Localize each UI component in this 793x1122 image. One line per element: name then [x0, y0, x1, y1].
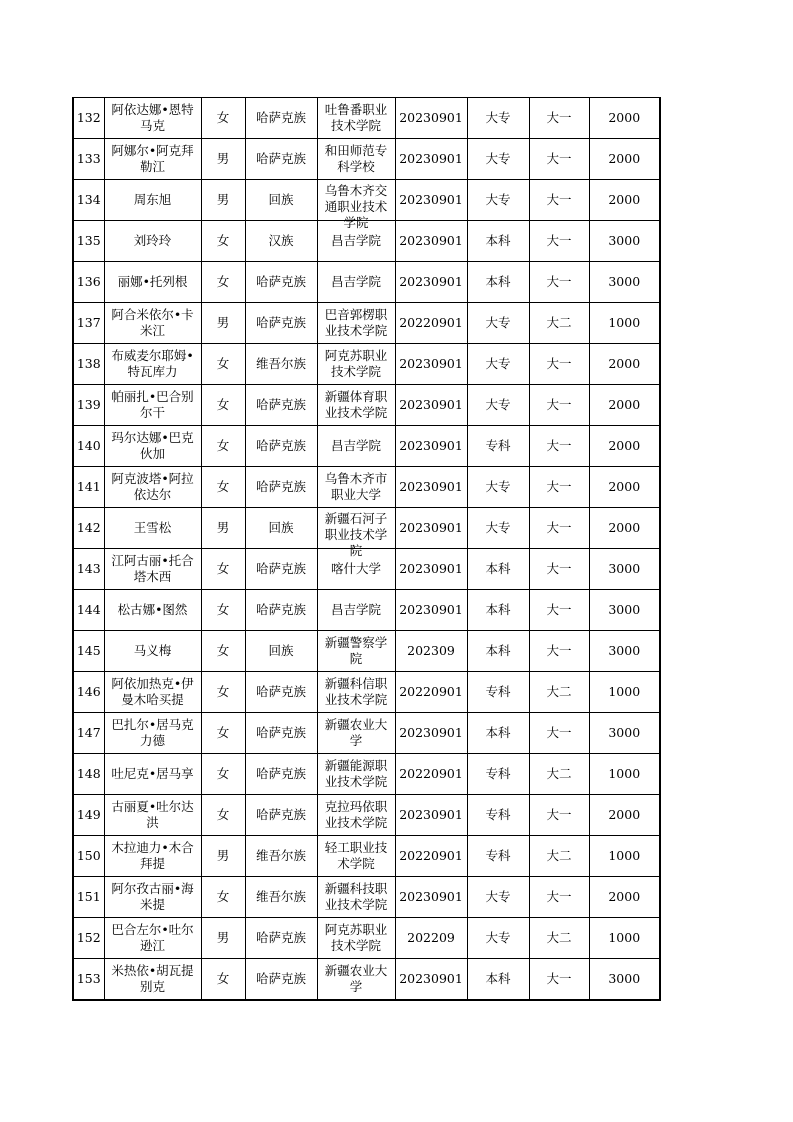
table-row — [73, 795, 660, 836]
amount-cell: 1000 — [589, 836, 660, 877]
student-name-cell-text: 米热依•胡瓦提别克 — [111, 963, 194, 994]
table-row — [73, 467, 660, 508]
grade-cell: 大一 — [529, 98, 589, 139]
amount-cell: 2000 — [589, 467, 660, 508]
row-number-cell: 152 — [73, 918, 104, 959]
grade-cell: 大一 — [529, 180, 589, 221]
ethnicity-cell: 回族 — [245, 631, 317, 672]
grade-cell: 大一 — [529, 877, 589, 918]
grade-cell: 大一 — [529, 139, 589, 180]
education-level-cell: 大专 — [467, 303, 529, 344]
table-row — [73, 631, 660, 672]
student-name-cell-text: 帕丽扎•巴合别尔干 — [111, 389, 194, 420]
enrollment-date-cell: 20230901 — [395, 180, 467, 221]
gender-cell: 女 — [201, 754, 245, 795]
student-name-cell — [104, 918, 201, 959]
enrollment-date-cell: 20220901 — [395, 754, 467, 795]
student-name-cell-text: 巴合左尔•吐尔逊江 — [111, 922, 194, 953]
school-cell-text: 新疆能源职业技术学院 — [324, 758, 388, 789]
school-cell-text: 新疆石河子职业技术学院 — [324, 511, 388, 558]
enrollment-date-cell: 20230901 — [395, 959, 467, 1001]
ethnicity-cell: 哈萨克族 — [245, 795, 317, 836]
school-cell-text: 巴音郭楞职业技术学院 — [324, 307, 388, 338]
student-name-cell — [104, 672, 201, 713]
school-cell — [317, 344, 395, 385]
table-row — [73, 303, 660, 344]
table-row — [73, 385, 660, 426]
row-number-cell: 143 — [73, 549, 104, 590]
row-number-cell: 142 — [73, 508, 104, 549]
table-body — [73, 98, 660, 1001]
education-level-cell: 大专 — [467, 877, 529, 918]
row-number-cell: 140 — [73, 426, 104, 467]
table-row — [73, 426, 660, 467]
grade-cell: 大一 — [529, 959, 589, 1001]
education-level-cell: 本科 — [467, 959, 529, 1001]
school-cell — [317, 467, 395, 508]
amount-cell: 3000 — [589, 959, 660, 1001]
school-cell-text: 克拉玛依职业技术学院 — [324, 799, 388, 830]
grade-cell: 大二 — [529, 672, 589, 713]
school-cell — [317, 303, 395, 344]
school-cell-text: 新疆科信职业技术学院 — [324, 676, 388, 707]
education-level-cell: 大专 — [467, 385, 529, 426]
school-cell — [317, 426, 395, 467]
student-name-cell — [104, 754, 201, 795]
gender-cell: 女 — [201, 385, 245, 426]
student-name-cell — [104, 713, 201, 754]
grade-cell: 大一 — [529, 344, 589, 385]
row-number-cell: 135 — [73, 221, 104, 262]
grade-cell: 大一 — [529, 549, 589, 590]
gender-cell: 女 — [201, 549, 245, 590]
row-number-cell: 138 — [73, 344, 104, 385]
ethnicity-cell: 回族 — [245, 180, 317, 221]
table-row — [73, 959, 660, 1001]
gender-cell: 女 — [201, 795, 245, 836]
amount-cell: 3000 — [589, 713, 660, 754]
student-name-cell-text: 阿娜尔•阿克拜勒江 — [111, 143, 194, 174]
table-row — [73, 549, 660, 590]
ethnicity-cell: 维吾尔族 — [245, 836, 317, 877]
table-row — [73, 877, 660, 918]
enrollment-date-cell: 202209 — [395, 918, 467, 959]
enrollment-date-cell: 20230901 — [395, 221, 467, 262]
grade-cell: 大一 — [529, 508, 589, 549]
ethnicity-cell: 哈萨克族 — [245, 959, 317, 1001]
school-cell — [317, 508, 395, 558]
education-level-cell: 本科 — [467, 590, 529, 631]
student-name-cell — [104, 180, 201, 221]
student-name-cell — [104, 139, 201, 180]
amount-cell: 2000 — [589, 98, 660, 139]
table-row — [73, 590, 660, 631]
school-cell-text: 和田师范专科学校 — [324, 143, 388, 174]
row-number-cell: 146 — [73, 672, 104, 713]
student-name-cell — [104, 549, 201, 590]
table-row — [73, 918, 660, 959]
gender-cell: 女 — [201, 221, 245, 262]
student-name-cell — [104, 426, 201, 467]
education-level-cell: 大专 — [467, 918, 529, 959]
student-name-cell-text: 阿依达娜•恩特马克 — [111, 102, 194, 133]
row-number-cell: 137 — [73, 303, 104, 344]
amount-cell: 3000 — [589, 262, 660, 303]
table-row — [73, 754, 660, 795]
enrollment-date-cell: 202309 — [395, 631, 467, 672]
school-cell-text: 乌鲁木齐市职业大学 — [324, 471, 388, 502]
row-number-cell: 145 — [73, 631, 104, 672]
student-name-cell-text: 阿尔孜古丽•海米提 — [111, 881, 194, 912]
grade-cell: 大一 — [529, 631, 589, 672]
amount-cell: 1000 — [589, 918, 660, 959]
table-row — [73, 139, 660, 180]
school-cell-text: 新疆农业大学 — [324, 963, 388, 994]
school-cell — [317, 918, 395, 959]
amount-cell: 3000 — [589, 590, 660, 631]
enrollment-date-cell: 20230901 — [395, 508, 467, 549]
gender-cell: 男 — [201, 918, 245, 959]
school-cell-text: 阿克苏职业技术学院 — [324, 922, 388, 953]
amount-cell: 2000 — [589, 385, 660, 426]
row-number-cell: 147 — [73, 713, 104, 754]
amount-cell: 1000 — [589, 672, 660, 713]
ethnicity-cell: 哈萨克族 — [245, 139, 317, 180]
gender-cell: 女 — [201, 877, 245, 918]
student-name-cell-text: 阿依加热克•伊曼木哈买提 — [111, 676, 194, 707]
table-row — [73, 672, 660, 713]
school-cell-text: 昌吉学院 — [330, 602, 381, 617]
student-name-cell-text: 巴扎尔•居马克力德 — [111, 717, 194, 748]
gender-cell: 男 — [201, 303, 245, 344]
row-number-cell: 139 — [73, 385, 104, 426]
education-level-cell: 大专 — [467, 344, 529, 385]
enrollment-date-cell: 20230901 — [395, 385, 467, 426]
education-level-cell: 专科 — [467, 795, 529, 836]
school-cell-text: 阿克苏职业技术学院 — [324, 348, 388, 379]
school-cell — [317, 877, 395, 918]
student-name-cell-text: 周东旭 — [133, 192, 172, 207]
amount-cell: 3000 — [589, 221, 660, 262]
school-cell — [317, 672, 395, 713]
gender-cell: 男 — [201, 180, 245, 221]
school-cell — [317, 262, 395, 303]
education-level-cell: 专科 — [467, 754, 529, 795]
amount-cell: 3000 — [589, 631, 660, 672]
gender-cell: 女 — [201, 98, 245, 139]
grade-cell: 大二 — [529, 918, 589, 959]
enrollment-date-cell: 20230901 — [395, 590, 467, 631]
student-name-cell-text: 阿克波塔•阿拉依达尔 — [111, 471, 194, 502]
enrollment-date-cell: 20230901 — [395, 713, 467, 754]
enrollment-date-cell: 20230901 — [395, 549, 467, 590]
school-cell — [317, 631, 395, 672]
student-name-cell — [104, 262, 201, 303]
ethnicity-cell: 维吾尔族 — [245, 344, 317, 385]
education-level-cell: 专科 — [467, 836, 529, 877]
student-name-cell — [104, 508, 201, 549]
student-name-cell — [104, 959, 201, 1001]
student-name-cell — [104, 221, 201, 262]
gender-cell: 女 — [201, 467, 245, 508]
student-name-cell-text: 马义梅 — [133, 643, 172, 658]
school-cell — [317, 959, 395, 1001]
education-level-cell: 本科 — [467, 549, 529, 590]
education-level-cell: 大专 — [467, 508, 529, 549]
amount-cell: 1000 — [589, 754, 660, 795]
row-number-cell: 136 — [73, 262, 104, 303]
amount-cell: 2000 — [589, 426, 660, 467]
school-cell-text: 轻工职业技术学院 — [324, 840, 388, 871]
grade-cell: 大二 — [529, 303, 589, 344]
gender-cell: 女 — [201, 426, 245, 467]
grade-cell: 大一 — [529, 262, 589, 303]
gender-cell: 男 — [201, 508, 245, 549]
amount-cell: 1000 — [589, 303, 660, 344]
amount-cell: 2000 — [589, 344, 660, 385]
school-cell-text: 新疆体育职业技术学院 — [324, 389, 388, 420]
education-level-cell: 专科 — [467, 672, 529, 713]
education-level-cell: 大专 — [467, 467, 529, 508]
student-name-cell — [104, 385, 201, 426]
ethnicity-cell: 哈萨克族 — [245, 426, 317, 467]
ethnicity-cell: 哈萨克族 — [245, 98, 317, 139]
row-number-cell: 133 — [73, 139, 104, 180]
row-number-cell: 132 — [73, 98, 104, 139]
ethnicity-cell: 哈萨克族 — [245, 262, 317, 303]
student-name-cell — [104, 98, 201, 139]
gender-cell: 女 — [201, 590, 245, 631]
enrollment-date-cell: 20230901 — [395, 262, 467, 303]
school-cell-text: 新疆农业大学 — [324, 717, 388, 748]
enrollment-date-cell: 20220901 — [395, 672, 467, 713]
ethnicity-cell: 汉族 — [245, 221, 317, 262]
education-level-cell: 本科 — [467, 262, 529, 303]
school-cell — [317, 754, 395, 795]
enrollment-date-cell: 20230901 — [395, 467, 467, 508]
school-cell — [317, 795, 395, 836]
school-cell-text: 昌吉学院 — [330, 438, 381, 453]
grade-cell: 大一 — [529, 590, 589, 631]
school-cell-text: 乌鲁木齐交通职业技术学院 — [324, 183, 388, 230]
table-row — [73, 262, 660, 303]
school-cell-text: 吐鲁番职业技术学院 — [324, 102, 388, 133]
ethnicity-cell: 哈萨克族 — [245, 754, 317, 795]
student-name-cell-text: 江阿古丽•托合塔木西 — [111, 553, 194, 584]
school-cell — [317, 180, 395, 230]
gender-cell: 女 — [201, 631, 245, 672]
ethnicity-cell: 哈萨克族 — [245, 713, 317, 754]
student-name-cell-text: 阿合米依尔•卡米江 — [111, 307, 194, 338]
row-number-cell: 151 — [73, 877, 104, 918]
grade-cell: 大一 — [529, 795, 589, 836]
school-cell — [317, 590, 395, 631]
school-cell — [317, 139, 395, 180]
enrollment-date-cell: 20220901 — [395, 836, 467, 877]
table-row — [73, 836, 660, 877]
row-number-cell: 141 — [73, 467, 104, 508]
table-row — [73, 713, 660, 754]
amount-cell: 2000 — [589, 139, 660, 180]
ethnicity-cell: 哈萨克族 — [245, 590, 317, 631]
student-name-cell-text: 丽娜•托列根 — [117, 274, 188, 289]
school-cell — [317, 713, 395, 754]
grade-cell: 大一 — [529, 713, 589, 754]
school-cell — [317, 385, 395, 426]
education-level-cell: 本科 — [467, 713, 529, 754]
grade-cell: 大一 — [529, 221, 589, 262]
enrollment-date-cell: 20230901 — [395, 344, 467, 385]
student-name-cell — [104, 795, 201, 836]
gender-cell: 男 — [201, 139, 245, 180]
education-level-cell: 大专 — [467, 139, 529, 180]
school-cell-text: 新疆警察学院 — [324, 635, 388, 666]
grade-cell: 大一 — [529, 426, 589, 467]
gender-cell: 女 — [201, 344, 245, 385]
education-level-cell: 专科 — [467, 426, 529, 467]
ethnicity-cell: 哈萨克族 — [245, 303, 317, 344]
education-level-cell: 本科 — [467, 631, 529, 672]
grade-cell: 大二 — [529, 754, 589, 795]
gender-cell: 女 — [201, 959, 245, 1001]
student-name-cell-text: 木拉迪力•木合拜提 — [111, 840, 194, 871]
school-cell — [317, 836, 395, 877]
student-name-cell-text: 玛尔达娜•巴克伙加 — [111, 430, 194, 461]
gender-cell: 女 — [201, 713, 245, 754]
school-cell-text: 新疆科技职业技术学院 — [324, 881, 388, 912]
education-level-cell: 大专 — [467, 98, 529, 139]
row-number-cell: 150 — [73, 836, 104, 877]
enrollment-date-cell: 20230901 — [395, 426, 467, 467]
grade-cell: 大一 — [529, 467, 589, 508]
table-row — [73, 344, 660, 385]
enrollment-date-cell: 20230901 — [395, 795, 467, 836]
amount-cell: 3000 — [589, 549, 660, 590]
amount-cell: 2000 — [589, 795, 660, 836]
ethnicity-cell: 哈萨克族 — [245, 549, 317, 590]
ethnicity-cell: 哈萨克族 — [245, 672, 317, 713]
enrollment-date-cell: 20230901 — [395, 98, 467, 139]
student-name-cell-text: 松古娜•图然 — [117, 602, 188, 617]
gender-cell: 女 — [201, 262, 245, 303]
gender-cell: 女 — [201, 672, 245, 713]
ethnicity-cell: 回族 — [245, 508, 317, 549]
row-number-cell: 153 — [73, 959, 104, 1001]
student-name-cell — [104, 836, 201, 877]
ethnicity-cell: 哈萨克族 — [245, 918, 317, 959]
row-number-cell: 144 — [73, 590, 104, 631]
education-level-cell: 本科 — [467, 221, 529, 262]
student-name-cell-text: 古丽夏•吐尔达洪 — [111, 799, 194, 830]
student-name-cell-text: 吐尼克•居马享 — [111, 766, 194, 781]
enrollment-date-cell: 20230901 — [395, 877, 467, 918]
student-name-cell — [104, 303, 201, 344]
grade-cell: 大二 — [529, 836, 589, 877]
education-level-cell: 大专 — [467, 180, 529, 221]
grade-cell: 大一 — [529, 385, 589, 426]
row-number-cell: 148 — [73, 754, 104, 795]
school-cell-text: 喀什大学 — [330, 561, 381, 576]
row-number-cell: 149 — [73, 795, 104, 836]
amount-cell: 2000 — [589, 877, 660, 918]
student-name-cell-text: 布威麦尔耶姆•特瓦库力 — [111, 348, 194, 379]
student-name-cell — [104, 467, 201, 508]
school-cell-text: 昌吉学院 — [330, 233, 381, 248]
table-row — [73, 508, 660, 549]
gender-cell: 男 — [201, 836, 245, 877]
enrollment-date-cell: 20230901 — [395, 139, 467, 180]
student-name-cell-text: 刘玲玲 — [133, 233, 172, 248]
student-subsidy-table — [72, 97, 661, 1001]
student-name-cell — [104, 344, 201, 385]
school-cell — [317, 98, 395, 139]
school-cell-text: 昌吉学院 — [330, 274, 381, 289]
student-name-cell — [104, 877, 201, 918]
table-row — [73, 98, 660, 139]
row-number-cell: 134 — [73, 180, 104, 221]
student-name-cell-text: 王雪松 — [133, 520, 172, 535]
ethnicity-cell: 哈萨克族 — [245, 467, 317, 508]
student-name-cell — [104, 631, 201, 672]
student-name-cell — [104, 590, 201, 631]
ethnicity-cell: 维吾尔族 — [245, 877, 317, 918]
amount-cell: 2000 — [589, 508, 660, 549]
amount-cell: 2000 — [589, 180, 660, 221]
ethnicity-cell: 哈萨克族 — [245, 385, 317, 426]
table-row — [73, 180, 660, 221]
enrollment-date-cell: 20220901 — [395, 303, 467, 344]
